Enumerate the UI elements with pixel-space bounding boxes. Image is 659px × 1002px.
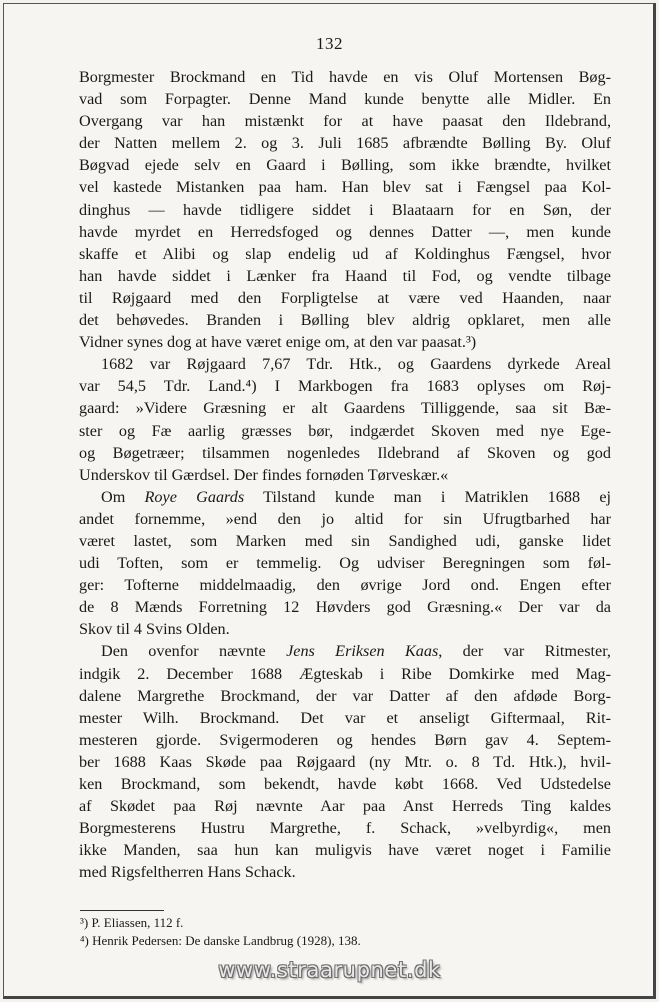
text-line: Bøgvad ejede selv en Gaard i Bølling, som ikke brændte, hvilket [79,156,611,175]
text-line: været lastet, som Marken med sin Sandighed udi, ganske lidet [79,531,611,550]
website-watermark[interactable]: www.straarupnet.dk [218,958,441,982]
text-line: var 54,5 Tdr. Land.⁴) I Markbogen fra 1683 oplyses om Røj- [79,377,611,396]
text-line: mesteren gjorde. Svigermoderen og hendes Børn gav 4. Septem- [79,730,611,749]
text-line: han havde siddet i Lænker fra Haand til Fod, og vendte tilbage [79,266,611,285]
text-line: Underskov til Gærdsel. Der findes fornøden Tørveskær.« [79,465,449,484]
text-line: de 8 Mænds Forretning 12 Høvders god Græsning.« Der var da [79,598,611,617]
footnotes [80,914,612,949]
text-line: det behøvedes. Branden i Bølling blev aldrig opklaret, men alle [79,311,611,330]
italic-name: Roye Gaards [144,487,245,506]
text-line: af Skødet paa Røj nævnte Aar paa Anst Herreds Ting kaldes [79,797,611,816]
text-line: Skov til 4 Svins Olden. [79,620,230,639]
text-line: mester Wilh. Brockmand. Det var et anseligt Giftermaal, Rit- [79,708,611,727]
footnote-divider [80,910,164,911]
footnote-4: ⁴) Henrik Pedersen: De danske Landbrug (1928), 138. [80,932,361,948]
text-line: havde myrdet en Herredsfoged og dennes Datter —, men kunde [79,222,611,241]
footnote-3: ³) P. Eliassen, 112 f. [80,915,184,930]
text-line: der Natten mellem 2. og 3. Juli 1685 afbrændte Bølling By. Oluf [79,134,611,153]
text-line: andet fornemme, »end den jo altid for sin Ufrugtbarhed har [79,509,611,528]
text-line: Borgmester Brockmand en Tid havde en vis Oluf Mortensen Bøg- [79,68,611,86]
text-line: gaard: »Videre Græsning er alt Gaardens Tilliggende, saa sit Bæ- [79,399,611,418]
text-line: til Røjgaard med den Forpligtelse at være ved Haanden, naar [79,288,611,307]
text-line: udi Toften, som er temmelig. Og udviser Beregningen som føl- [79,554,611,573]
body-text [79,66,611,883]
text-line: Overgang var han mistænkt for at have paasat den Ildebrand, [79,112,611,131]
text-line: skaffe et Alibi og slap endelig ud af Koldinghus Fængsel, hvor [79,244,611,263]
text-line: Den ovenfor nævnte Jens Eriksen Kaas, der var Ritmester, [101,642,611,661]
text-line: 1682 var Røjgaard 7,67 Tdr. Htk., og Gaardens dyrkede Areal [101,355,611,374]
text-line: og Bøgetræer; tilsammen nogenledes Ildebrand af Skoven og god [79,443,611,462]
page-number: 132 [316,34,343,53]
text-line: Borgmesterens Hustru Margrethe, f. Schack, »velbyrdig«, men [79,819,611,838]
text-line: dinghus — havde tidligere siddet i Blaataarn for en Søn, der [79,200,611,219]
paragraph-4 [79,640,611,883]
paragraph-2 [79,353,611,486]
paragraph-3 [79,486,611,641]
paragraph-1 [79,66,611,353]
text-line: ikke Manden, saa hun kan muligvis have været noget i Familie [79,841,611,860]
text-line: vel kastede Mistanken paa ham. Han blev sat i Fængsel paa Kol- [79,178,611,197]
text-line: vad som Forpagter. Denne Mand kunde benytte alle Midler. En [79,90,611,109]
italic-name: Jens Eriksen Kaas [286,642,439,661]
text-line: ger: Tofterne middelmaadig, den øvrige Jord ond. Engen efter [79,576,611,595]
text-line: ken Brockmand, som bekendt, havde købt 1668. Ved Udstedelse [79,775,611,793]
text-line: ster og Fæ aarlig græsses bør, indgærdet Skoven med nye Ege- [79,421,611,440]
text-line: ber 1688 Kaas Skøde paa Røjgaard (ny Mtr. o. 8 Td. Htk.), hvil- [79,752,611,771]
text-line: indgik 2. December 1688 Ægteskab i Ribe Domkirke med Mag- [79,664,611,683]
text-line: med Rigsfeltherren Hans Schack. [79,863,296,882]
text-line: dalene Margrethe Brockmand, der var Datter af den afdøde Borg- [79,686,611,705]
text-line: Om Roye Gaards Tilstand kunde man i Matriklen 1688 ej [101,487,611,506]
text-line: Vidner synes dog at have været enige om, at den var paasat.³) [79,333,477,352]
